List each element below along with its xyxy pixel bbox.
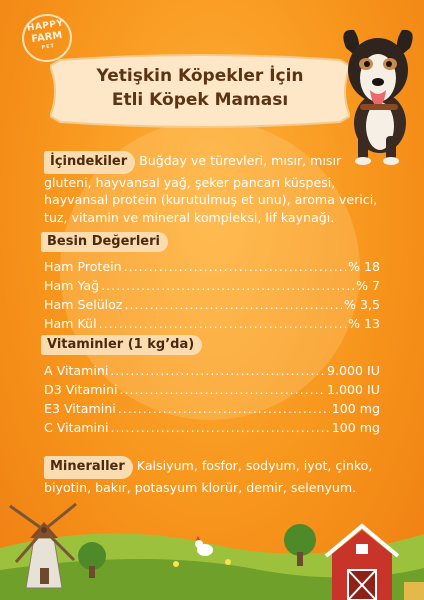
leader-dots bbox=[101, 276, 354, 295]
row-value: % 7 bbox=[356, 278, 380, 293]
table-row bbox=[44, 361, 380, 380]
minerals-text: Kalsiyum, fosfor, sodyum, iyot, çinko, biyotin, bakır, potasyum klorür, demir, selenyum. bbox=[44, 458, 373, 495]
brand-line2: FARM bbox=[30, 29, 64, 46]
leader-dots bbox=[125, 295, 343, 314]
table-row bbox=[44, 314, 380, 333]
row-name: D3 Vitamini bbox=[44, 382, 118, 397]
chick bbox=[173, 561, 179, 567]
ingredients-label: İçindekiler bbox=[44, 151, 135, 174]
page-title bbox=[50, 64, 350, 112]
ingredients-text: Buğday ve türevleri, mısır, mısır gluteni, hayvansal yağ, şeker pancarı küspesi, hayvansal protein (kurutulmuş et unu), aroma verici, tuz, vitamin ve mineral kompleksi, lif kaynağı. bbox=[44, 153, 378, 225]
nutrition-table bbox=[44, 257, 380, 333]
leader-dots bbox=[124, 257, 346, 276]
nutrition-header bbox=[41, 230, 168, 252]
minerals-label: Mineraller bbox=[44, 456, 133, 479]
row-value: 1.000 IU bbox=[327, 382, 380, 397]
table-row bbox=[44, 399, 380, 418]
hay-bale bbox=[404, 582, 424, 600]
title-line1: Yetişkin Köpekler İçin bbox=[96, 66, 304, 86]
row-value: 100 mg bbox=[331, 401, 380, 416]
row-name: Ham Selüloz bbox=[44, 297, 123, 312]
row-name: C Vitamini bbox=[44, 420, 109, 435]
ingredients-section bbox=[44, 151, 380, 226]
row-value: % 3,5 bbox=[344, 297, 380, 312]
row-name: Ham Kül bbox=[44, 316, 97, 331]
farm-landscape bbox=[0, 470, 424, 600]
dog-illustration bbox=[328, 18, 424, 168]
row-value: % 18 bbox=[348, 259, 380, 274]
vitamins-header bbox=[41, 333, 202, 355]
table-row bbox=[44, 257, 380, 276]
row-name: Ham Yağ bbox=[44, 278, 100, 293]
row-value: 100 mg bbox=[331, 420, 380, 435]
ingredients-paragraph bbox=[44, 151, 380, 226]
vitamins-table bbox=[44, 361, 380, 437]
brand-line1: HAPPY bbox=[26, 18, 65, 34]
row-name: E3 Vitamini bbox=[44, 401, 116, 416]
leader-dots bbox=[111, 418, 330, 437]
table-row bbox=[44, 380, 380, 399]
title-line2: Etli Köpek Maması bbox=[111, 90, 289, 110]
leader-dots bbox=[110, 361, 325, 380]
nutrition-label: Besin Değerleri bbox=[41, 232, 168, 252]
leader-dots bbox=[119, 380, 325, 399]
row-name: Ham Protein bbox=[44, 259, 122, 274]
vitamins-label: Vitaminler (1 kg’da) bbox=[41, 335, 202, 355]
title-banner bbox=[50, 52, 350, 130]
table-row bbox=[44, 418, 380, 437]
leader-dots bbox=[99, 314, 346, 333]
brand-line3: PET bbox=[41, 43, 56, 51]
leader-dots bbox=[118, 399, 330, 418]
table-row bbox=[44, 295, 380, 314]
row-value: % 13 bbox=[348, 316, 380, 331]
chick bbox=[225, 559, 231, 565]
row-name: A Vitamini bbox=[44, 363, 109, 378]
barn bbox=[326, 526, 398, 600]
table-row bbox=[44, 276, 380, 295]
row-value: 9.000 IU bbox=[327, 363, 380, 378]
